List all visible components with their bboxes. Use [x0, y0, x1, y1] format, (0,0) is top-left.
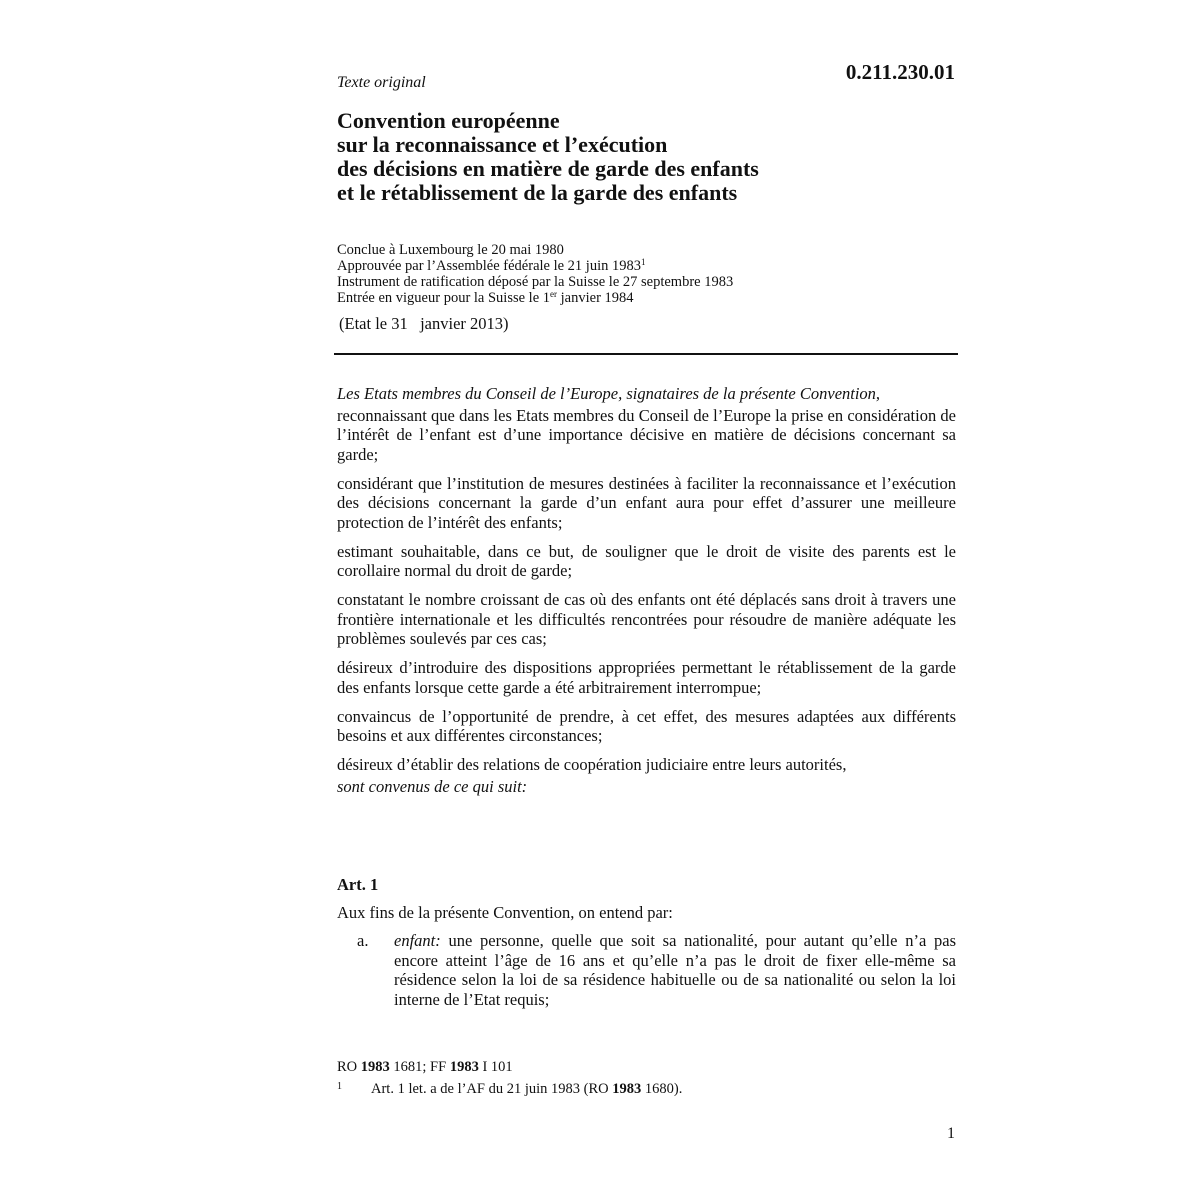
header-divider: [334, 353, 958, 355]
defined-term: enfant:: [394, 931, 441, 950]
preamble-paragraph: désireux d’introduire des dispositions appropriées permettant le rétablissement de la garde des enfants lorsque cette garde a été arbitrairement interrompue;: [337, 658, 956, 697]
preamble-paragraph: reconnaissant que dans les Etats membres du Conseil de l’Europe la prise en considération de l’intérêt de l’enfant est d’une importance décisive en matière de décisions concernant sa garde;: [337, 405, 956, 464]
preamble-intro: Les Etats membres du Conseil de l’Europe, signataires de la présente Convention,: [337, 384, 881, 403]
title-line: des décisions en matière de garde des enfants: [337, 156, 759, 181]
concluded-line: Conclue à Luxembourg le 20 mai 1980: [337, 242, 564, 258]
ratification-line: Instrument de ratification déposé par la Suisse le 27 septembre 1983: [337, 274, 734, 290]
page-number: 1: [947, 1125, 955, 1142]
article-1-heading: Art. 1: [337, 875, 379, 894]
preamble-paragraph: estimant souhaitable, dans ce but, de souligner que le droit de visite des parents est le corollaire normal du droit de garde;: [337, 541, 956, 580]
article-1-item-a: enfant: une personne, quelle que soit sa nationalité, pour autant qu’elle n’a pas encore atteint l’âge de 16 ans et qu’elle n’a pas le droit de fixer elle-même sa résidence selon la loi de sa résidence habituelle ou de sa nationalité ou selon la loi interne de l’Etat requis;: [394, 931, 956, 1009]
document-title: [337, 109, 937, 205]
title-line: Convention européenne: [337, 108, 560, 133]
approved-line: Approuvée par l’Assemblée fédérale le 21 juin 1983$^1$: [337, 257, 646, 274]
preamble-closing: sont convenus de ce qui suit:: [337, 776, 528, 796]
footnote-1: 1 Art. 1 let. a de l’AF du 21 juin 1983 (RO 1983 1680).: [337, 1081, 683, 1097]
article-1-intro: Aux fins de la présente Convention, on entend par:: [337, 903, 673, 922]
preamble-paragraph: considérant que l’institution de mesures destinées à faciliter la reconnaissance et l’exécution des décisions concernant la garde d’un enfant aura pour effet d’assurer une meilleure protection de l’intérêt des enfants;: [337, 473, 956, 532]
preamble-paragraph: convaincus de l’opportunité de prendre, à cet effet, des mesures adaptées aux différents besoins et aux différentes circonstances;: [337, 706, 956, 745]
title-line: et le rétablissement de la garde des enfants: [337, 180, 738, 205]
preamble-paragraph: constatant le nombre croissant de cas où des enfants ont été déplacés sans droit à travers une frontière internationale et les difficultés rencontrées pour résoudre de manière adéquate les problèmes soulevés par ces cas;: [337, 590, 956, 648]
entry-into-force-line: Entrée en vigueur pour la Suisse le 1er janvier 1984: [337, 289, 634, 306]
publication-references: RO 1983 1681; FF 1983 I 101: [337, 1059, 513, 1075]
footnote-mark: 1: [337, 1081, 342, 1092]
footnote-ref[interactable]: 1: [641, 257, 646, 267]
original-text-label: Texte original: [337, 74, 426, 91]
state-date: (Etat le 31 janvier 2013): [339, 314, 509, 333]
preamble-paragraph: désireux d’établir des relations de coopération judiciaire entre leurs autorités,: [337, 755, 847, 774]
sr-number: 0.211.230.01: [845, 60, 955, 84]
article-1-item-letter: a.: [357, 931, 369, 950]
preamble: [337, 384, 956, 806]
title-line: sur la reconnaissance et l’exécution: [337, 132, 668, 157]
convention-metadata: [337, 242, 733, 306]
